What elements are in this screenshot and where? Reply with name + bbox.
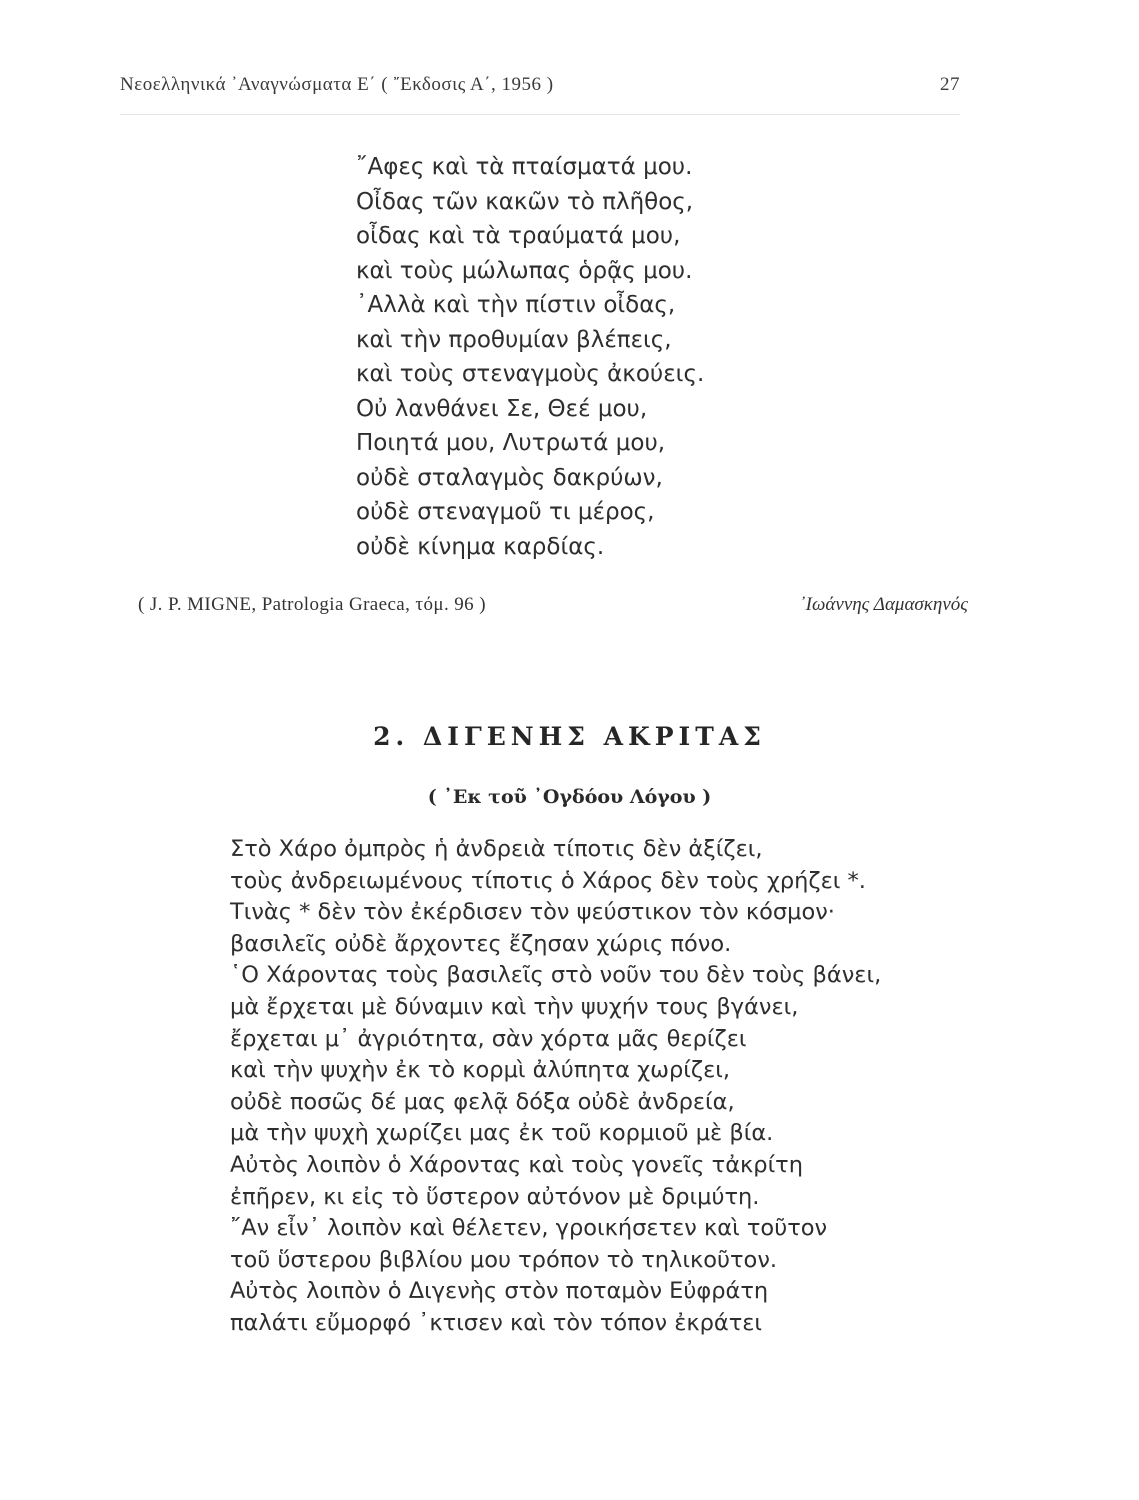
poem-line: Τινὰς * δὲν τὸν ἐκέρδισεν τὸν ψεύστικον τὸν κόσμον· xyxy=(230,899,835,926)
poem-line: καὶ τοὺς μώλωπας ὁρᾷς μου. xyxy=(356,257,693,284)
header-divider xyxy=(120,114,960,115)
poem-line: ῎Αφες καὶ τὰ πταίσματά μου. xyxy=(356,154,693,180)
poem-line: μὰ τὴν ψυχὴ χωρίζει μας ἐκ τοῦ κορμιοῦ μὲ βία. xyxy=(230,1120,774,1147)
running-head-title: Νεοελληνικά ᾿Αναγνώσματα Ε΄ ( ῎Εκδοσις Α΄, 1956 ) xyxy=(120,74,554,95)
poem-line: Ποιητά μου, Λυτρωτά μου, xyxy=(356,430,666,456)
poem-line: ἔρχεται μ᾿ ἀγριότητα, σὰν χόρτα μᾶς θερίζει xyxy=(230,1025,747,1052)
section-subheading: ( ᾿Εκ τοῦ ᾿Ογδόου Λόγου ) xyxy=(427,786,712,808)
poem-line: οὐδὲ κίνημα καρδίας. xyxy=(356,533,605,560)
section-heading: 2. ΔΙΓΕΝΗΣ ΑΚΡΙΤΑΣ xyxy=(373,722,766,751)
poem-line: οὐδὲ στεναγμοῦ τι μέρος, xyxy=(356,499,655,525)
poem-line: βασιλεῖς οὐδὲ ἄρχοντες ἔζησαν χώρις πόνο. xyxy=(230,930,732,957)
poem-line: καὶ τὴν ψυχὴν ἐκ τὸ κορμὶ ἀλύπητα χωρίζει, xyxy=(230,1057,731,1084)
poem-line: ἐπῆρεν, κι εἰς τὸ ὕστερον αὐτόνον μὲ δριμύτη. xyxy=(230,1183,760,1210)
poem-line: οἶδας καὶ τὰ τραύματά μου, xyxy=(356,223,681,249)
poem-line: τοὺς ἀνδρειωμένους τίποτις ὁ Χάρος δὲν τοὺς χρήζει *. xyxy=(230,867,866,894)
poem-line: οὐδὲ σταλαγμὸς δακρύων, xyxy=(356,464,663,491)
poem-damascene xyxy=(356,150,704,564)
poem-line: Αὐτὸς λοιπὸν ὁ Χάροντας καὶ τοὺς γονεῖς τἀκρίτη xyxy=(230,1151,803,1178)
poem-line: ῎Αν εἶν᾿ λοιπὸν καὶ θέλετεν, γροικήσετεν καὶ τοῦτον xyxy=(230,1215,828,1242)
poem-line: Οὐ λανθάνει Σε, Θεέ μου, xyxy=(356,395,648,422)
poem-line: ᾿Αλλὰ καὶ τὴν πίστιν οἶδας, xyxy=(356,292,676,318)
citation-source: ( J. P. MIGNE, Patrologia Graeca, τόμ. 96 ) xyxy=(138,594,486,615)
poem-line: καὶ τοὺς στεναγμοὺς ἀκούεις. xyxy=(356,361,705,387)
poem-line: τοῦ ὕστερου βιβλίου μου τρόπον τὸ τηλικοῦτον. xyxy=(230,1246,778,1273)
poem-line: Στὸ Χάρο ὀμπρὸς ἡ ἀνδρειὰ τίποτις δὲν ἀξίζει, xyxy=(230,836,763,862)
poem-line: καὶ τὴν προθυμίαν βλέπεις, xyxy=(356,326,672,353)
running-head xyxy=(120,74,960,104)
poem-line: Αὐτὸς λοιπὸν ὁ Διγενὴς στὸν ποταμὸν Εὐφράτη xyxy=(230,1278,769,1305)
poem-line: μὰ ἔρχεται μὲ δύναμιν καὶ τὴν ψυχήν τους βγάνει, xyxy=(230,993,799,1020)
page-number: 27 xyxy=(940,74,960,95)
poem-digenis-akritas xyxy=(230,834,881,1340)
citation-author: ᾿Ιωάννης Δαμασκηνός xyxy=(799,594,968,615)
poem-line: παλάτι εὔμορφό ᾿κτισεν καὶ τὸν τόπον ἐκράτει xyxy=(230,1309,763,1336)
poem-line: ῾Ο Χάροντας τοὺς βασιλεῖς στὸ νοῦν του δὲν τοὺς βάνει, xyxy=(230,962,882,989)
poem-line: Οἶδας τῶν κακῶν τὸ πλῆθος, xyxy=(356,188,694,215)
poem-line: οὐδὲ ποσῶς δέ μας φελᾷ δόξα οὐδὲ ἀνδρεία, xyxy=(230,1088,735,1115)
citation xyxy=(138,594,968,624)
